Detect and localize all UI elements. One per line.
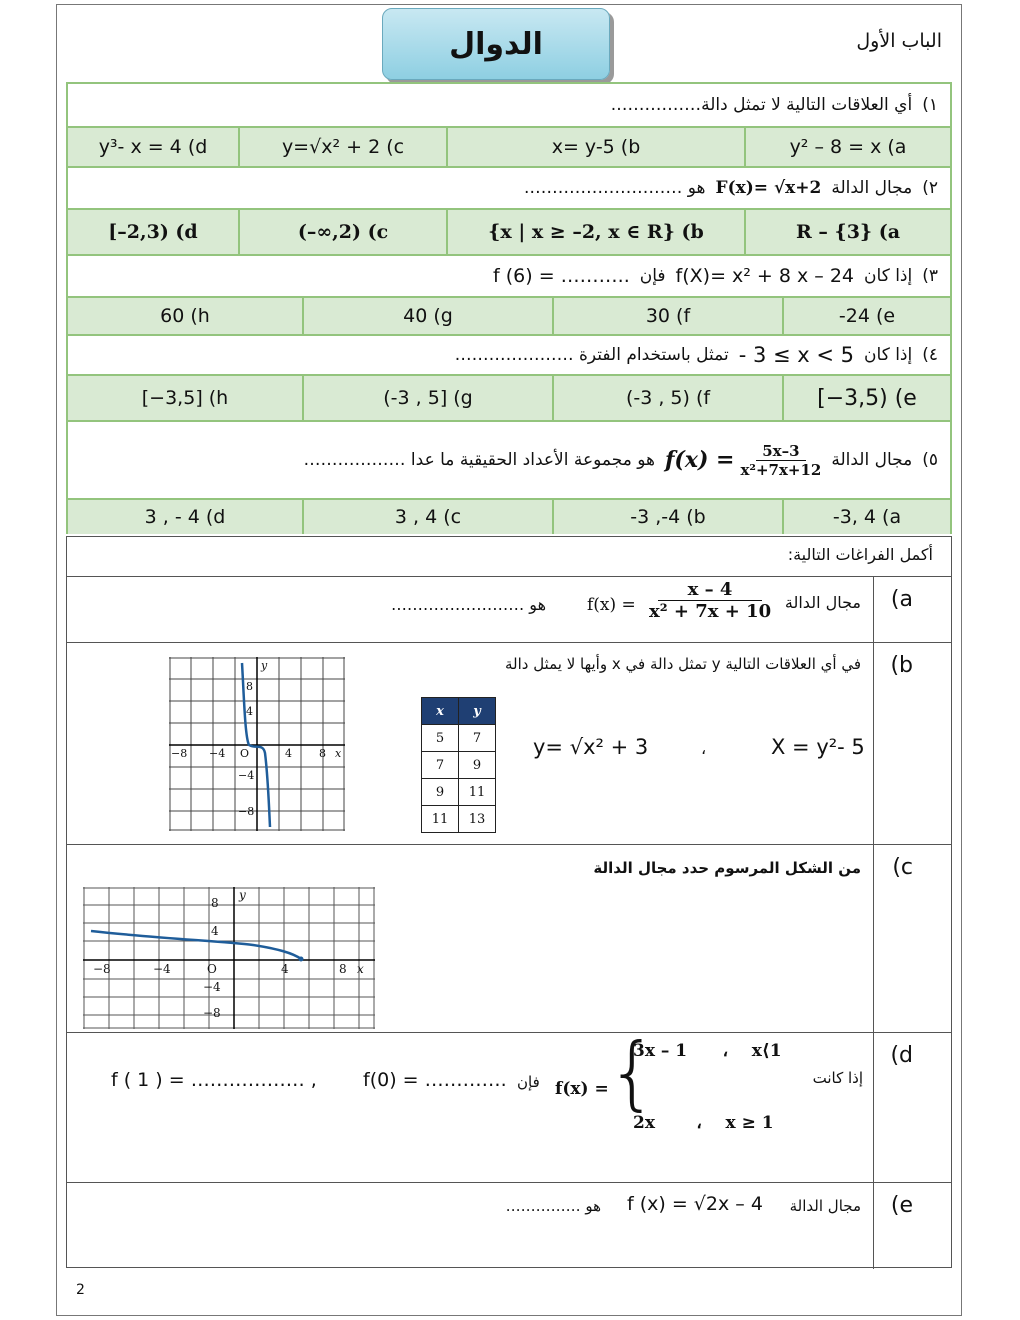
fill-item-b: [67, 643, 951, 845]
cell-x: 7: [422, 752, 459, 779]
fill-item-e: [67, 1183, 951, 1269]
function-expression: f(X)= x² + 8 x – 24: [675, 265, 855, 287]
function-lhs: f(x) =: [587, 595, 636, 615]
table-header-y: y: [459, 698, 496, 725]
option-h[interactable]: [−3,5] (h: [141, 387, 229, 409]
chapter-label: الباب الأول: [856, 30, 942, 52]
relation-2: y= √x² + 3: [533, 735, 649, 759]
function-expression: F(x)= √x+2: [715, 178, 822, 198]
letter-cell: [873, 577, 951, 642]
origin-label: O: [240, 747, 250, 760]
f1-blank: f ( 1 ) = ……………… ,: [111, 1069, 317, 1091]
question-label: مجال الدالة: [831, 178, 913, 198]
item-label: مجال الدالة: [784, 593, 861, 612]
denominator: x² + 7x + 10: [649, 601, 772, 622]
question-ask: f (6) = ………..: [493, 265, 630, 287]
option-b[interactable]: x= y-5 (b: [446, 128, 744, 166]
relation-1: X = y²- 5: [771, 735, 865, 759]
fraction: [649, 579, 771, 622]
question-3: [68, 256, 950, 298]
y-axis-label: y: [239, 888, 246, 902]
question-number: ٤): [922, 345, 938, 365]
fraction: [740, 442, 821, 479]
xy-table: [421, 697, 496, 833]
fill-heading-row: [67, 537, 951, 577]
multiple-choice-section: [66, 82, 952, 534]
letter-cell: [873, 643, 951, 844]
option-b[interactable]: {x | x ≥ –2, x ∈ R} (b: [446, 210, 744, 254]
cell-y: 13: [459, 806, 496, 833]
option-d[interactable]: y³- x = 4 (d: [98, 136, 208, 158]
table-header-x: x: [422, 698, 459, 725]
numerator: 5x–3: [756, 442, 805, 461]
denominator: x²+7x+12: [740, 460, 822, 479]
option-a[interactable]: R – {3} (a: [744, 210, 950, 254]
question-2-options: [68, 210, 950, 256]
question-text: تمثل باستخدام الفترة …………………: [454, 345, 729, 365]
question-4: [68, 336, 950, 376]
item-letter: (b: [890, 653, 913, 678]
x-tick-4: 4: [285, 747, 292, 760]
item-letter: (c: [892, 855, 913, 880]
function-expression: f (x) = √2x – 4: [627, 1193, 763, 1215]
graph-c: [83, 887, 375, 1029]
letter-cell: [873, 845, 951, 1032]
option-f[interactable]: 30 (f: [552, 298, 782, 334]
item-letter: (d: [890, 1043, 913, 1068]
question-text: هو مجموعة الأعداد الحقيقية ما عدا ………………: [303, 450, 655, 470]
question-label: إذا كان: [864, 266, 913, 286]
question-label: مجال الدالة: [831, 450, 913, 470]
question-number: ١): [922, 95, 938, 115]
piece-1: 3x – 1 ، x⟨1: [633, 1041, 782, 1061]
cell-y: 11: [459, 779, 496, 806]
y-tick-8: 8: [211, 896, 219, 910]
option-g[interactable]: (-3 , 5] (g: [302, 376, 552, 420]
question-3-options: [68, 298, 950, 336]
fill-item-a: [67, 577, 951, 643]
x-tick-4: 4: [281, 962, 289, 976]
question-number: ٣): [922, 266, 938, 286]
y-tick-neg8: −8: [238, 805, 255, 818]
question-5-options: [68, 500, 950, 534]
x-tick-8: 8: [339, 962, 347, 976]
question-suffix: هو ……………………….: [523, 178, 706, 198]
item-letter: (a: [890, 587, 913, 612]
piece-2: 2x ، x ≥ 1: [633, 1113, 774, 1133]
x-axis-label: x: [335, 747, 342, 760]
x-tick-neg4: −4: [209, 747, 226, 760]
inequality-expression: - 3 ≤ x < 5: [738, 343, 855, 367]
fill-item-d: [67, 1026, 951, 1183]
x-axis-label: x: [357, 962, 364, 976]
option-a[interactable]: -3, 4 (a: [782, 500, 950, 534]
numerator: x – 4: [658, 579, 763, 601]
y-tick-neg8: −8: [203, 1006, 221, 1020]
brace: {: [607, 1026, 658, 1119]
cell-x: 11: [422, 806, 459, 833]
y-axis-label: y: [261, 659, 268, 672]
option-c[interactable]: (–∞,2) (c: [238, 210, 446, 254]
question-1: [68, 84, 950, 128]
fill-in-section: [66, 536, 952, 1268]
option-b[interactable]: -3 ,-4 (b: [552, 500, 782, 534]
option-a[interactable]: y² – 8 = x (a: [744, 128, 950, 166]
question-text: أي العلاقات التالية لا تمثل دالة…………….: [610, 95, 913, 115]
option-d[interactable]: [–2,3) (d: [108, 221, 198, 243]
y-tick-neg4: −4: [238, 769, 255, 782]
x-tick-neg8: −8: [93, 962, 111, 976]
condition-word: إذا كانت: [812, 1069, 863, 1087]
f0-blank: f(0) = ………….: [363, 1069, 507, 1091]
option-e[interactable]: [−3,5) (e: [782, 376, 950, 420]
item-suffix: هو ……………: [505, 1197, 601, 1215]
question-4-options: [68, 376, 950, 422]
table-row: [422, 752, 496, 779]
page-title: الدوال: [382, 8, 610, 80]
option-d[interactable]: 3 , - 4 (d: [144, 506, 226, 528]
table-row: [422, 806, 496, 833]
option-e[interactable]: -24 (e: [782, 298, 950, 334]
item-letter: (e: [890, 1193, 913, 1218]
y-tick-neg4: −4: [203, 980, 221, 994]
item-suffix: هو …………………….: [391, 595, 546, 614]
question-2: [68, 168, 950, 210]
item-label: مجال الدالة: [789, 1197, 861, 1215]
fill-heading: أكمل الفراغات التالية:: [787, 545, 933, 564]
question-number: ٢): [922, 178, 938, 198]
function-expression: [665, 442, 821, 479]
cell-y: 9: [459, 752, 496, 779]
y-tick-4: 4: [211, 924, 219, 938]
table-row: [422, 725, 496, 752]
question-1-options: [68, 128, 950, 168]
option-c[interactable]: 3 , 4 (c: [302, 500, 552, 534]
item-text: من الشكل المرسوم حدد مجال الدالة: [593, 859, 861, 877]
cell-y: 7: [459, 725, 496, 752]
cell-x: 5: [422, 725, 459, 752]
x-tick-8: 8: [319, 747, 326, 760]
question-5: [68, 422, 950, 500]
x-tick-neg8: −8: [171, 747, 188, 760]
comma: ،: [701, 739, 707, 758]
fill-item-c: [67, 845, 951, 1033]
cell-x: 9: [422, 779, 459, 806]
option-f[interactable]: (-3 , 5) (f: [552, 376, 782, 420]
x-tick-neg4: −4: [153, 962, 171, 976]
y-tick-8: 8: [246, 680, 253, 693]
page-number: 2: [76, 1282, 85, 1298]
graph-b: [169, 657, 345, 831]
function-lhs: f(x) =: [664, 447, 735, 473]
letter-cell: [873, 1183, 951, 1269]
item-text: في أي العلاقات التالية y تمثل دالة في x وأيها لا يمثل دالة: [504, 655, 861, 673]
question-label: إذا كان: [864, 345, 913, 365]
function-lhs: f(x) =: [555, 1079, 609, 1099]
question-number: ٥): [922, 450, 938, 470]
table-row: [422, 779, 496, 806]
y-tick-4: 4: [246, 705, 253, 718]
letter-cell: [873, 1033, 951, 1182]
option-h[interactable]: 60 (h: [160, 305, 210, 327]
option-c[interactable]: y=√x² + 2 (c: [238, 128, 446, 166]
origin-label: O: [207, 962, 217, 976]
then-word: فإن: [639, 266, 666, 286]
option-g[interactable]: 40 (g: [302, 298, 552, 334]
then-word: فإن: [517, 1073, 540, 1091]
